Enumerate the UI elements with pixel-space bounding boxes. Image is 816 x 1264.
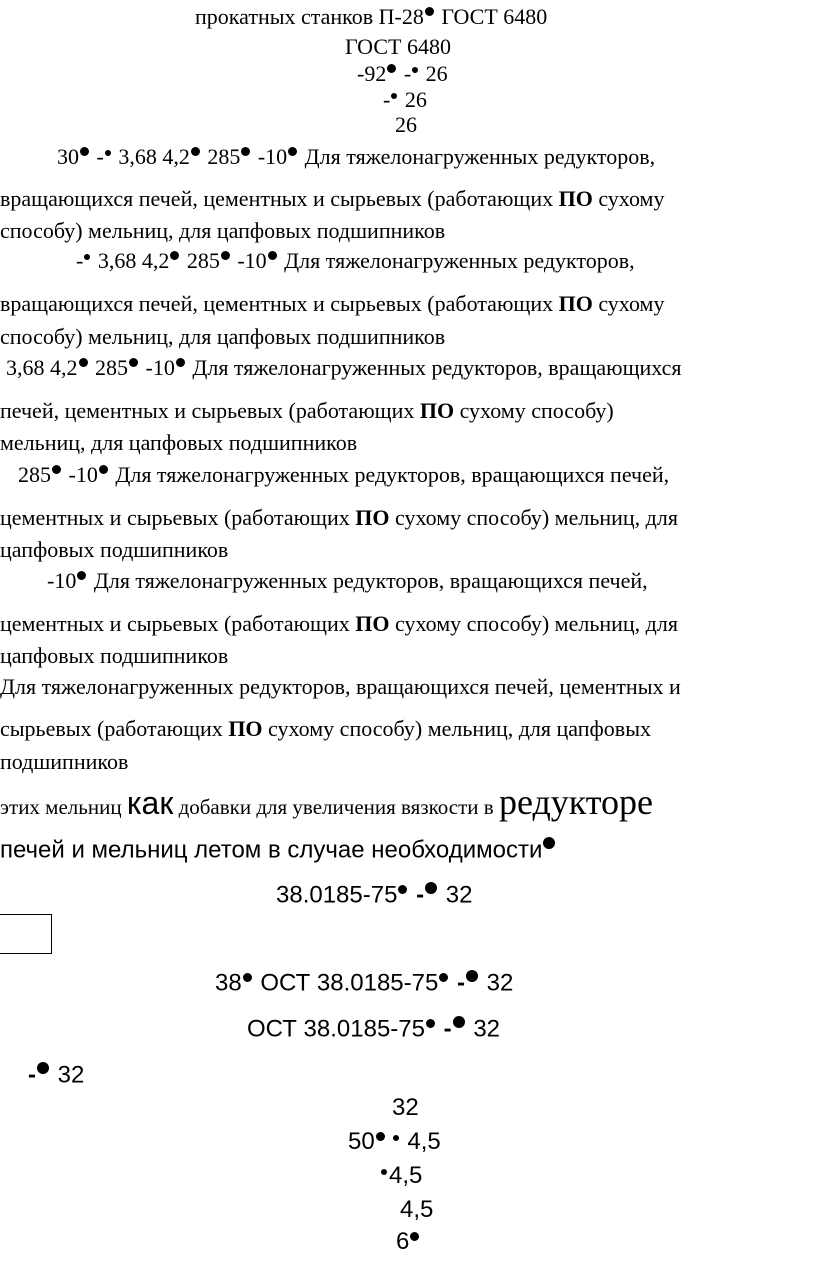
text-fragment: как [126, 785, 174, 821]
text-fragment: -10 [140, 355, 175, 380]
text-fragment: 38.0185-75 [276, 881, 398, 909]
text-fragment: - [450, 969, 466, 997]
header-text: 26 [399, 87, 427, 112]
text-fragment: 3,68 4,2 [112, 144, 190, 169]
block5-line-1 [47, 570, 648, 592]
bullet-icon [221, 251, 230, 260]
text-fragment: - [436, 1015, 452, 1043]
header-text: - [398, 61, 412, 86]
bullet-icon [268, 251, 277, 260]
header-line-5: 26 [395, 112, 417, 137]
text-fragment: сухому [592, 186, 665, 211]
text-fragment: Для тяжелонагруженных редукторов, [299, 144, 656, 169]
text-fragment: печей и мельниц летом в случае необходимости [0, 836, 543, 864]
block2-line-3: способу) мельниц, для цапфовых подшипников [0, 324, 446, 349]
text-fragment: ПО [355, 611, 390, 636]
text-fragment: -10 [252, 144, 288, 169]
bullet-icon [376, 1132, 385, 1141]
text-fragment: ПО [355, 505, 390, 530]
block4-line-3: цапфовых подшипников [0, 537, 229, 562]
text-fragment: 3,68 4,2 [6, 355, 78, 380]
text-fragment: 32 [439, 881, 473, 909]
text-fragment: сухому способу) мельниц, для [389, 611, 678, 636]
header-text: прокатных станков П-28 [195, 4, 424, 29]
text-fragment: ПО [228, 716, 263, 741]
text-fragment: - [76, 248, 84, 273]
text-fragment: ПО [558, 291, 593, 316]
lower-line-5: 32 [392, 1094, 419, 1121]
block5-line-3: цапфовых подшипников [0, 643, 229, 668]
text-fragment: 285 [89, 355, 128, 380]
text-fragment: 30 [57, 144, 79, 169]
block6-line-3: подшипников [0, 749, 129, 774]
bullet-icon [543, 837, 555, 849]
block5-line-2 [0, 613, 678, 635]
text-fragment: сырьевых (работающих [0, 716, 229, 741]
header-line-2: ГОСТ 6480 [345, 34, 451, 59]
block7-line-1 [0, 784, 653, 820]
block1-line-3: способу) мельниц, для цапфовых подшипников [0, 218, 446, 243]
text-fragment: сухому [592, 291, 665, 316]
lower-line-3 [247, 1016, 500, 1041]
bullet-icon [288, 147, 297, 156]
text-fragment: сухому способу) [454, 398, 614, 423]
header-text: ГОСТ 6480 [435, 4, 548, 29]
lower-line-8: 4,5 [400, 1196, 434, 1223]
bullet-icon [426, 1019, 435, 1028]
text-fragment: 4,5 [400, 1128, 441, 1155]
text-fragment: Для тяжелонагруженных редукторов, [278, 248, 635, 273]
text-fragment: 38 [215, 969, 242, 997]
bullet-icon [243, 973, 252, 982]
lower-line-9 [396, 1230, 421, 1254]
block3-line-1 [6, 357, 682, 379]
text-fragment: 285 [201, 144, 241, 169]
text-fragment: вращающихся печей, цементных и сырьевых (работающих [0, 291, 559, 316]
text-fragment: 285 [18, 462, 51, 487]
text-fragment: Для тяжелонагруженных редукторов, вращающихся печей, [109, 462, 670, 487]
text-fragment: 4,5 [389, 1162, 423, 1189]
bullet-icon [80, 147, 89, 156]
block3-line-2 [0, 400, 614, 422]
bullet-icon [241, 147, 250, 156]
bullet-icon [439, 973, 448, 982]
bullet-icon [453, 1016, 465, 1028]
block3-line-3: мельниц, для цапфовых подшипников [0, 430, 358, 455]
text-fragment: цементных и сырьевых (работающих [0, 505, 356, 530]
bullet-icon [398, 885, 407, 894]
header-line-3 [357, 63, 448, 85]
bullet-icon [191, 147, 200, 156]
text-fragment: редукторе [498, 782, 654, 822]
header-text: - [383, 87, 391, 112]
bullet-icon [381, 1169, 387, 1175]
bullet-icon [425, 882, 437, 894]
text-fragment: 32 [51, 1061, 85, 1089]
block7-line-2 [0, 837, 557, 862]
header-text: -92 [357, 61, 387, 86]
bullet-icon [84, 254, 90, 260]
text-fragment: ПО [558, 186, 593, 211]
lower-line-7 [380, 1164, 422, 1188]
block6-line-2 [0, 718, 651, 740]
bullet-icon [393, 1135, 399, 1141]
lower-line-4 [28, 1062, 84, 1087]
text-fragment: 32 [466, 1015, 501, 1043]
bullet-icon [387, 64, 396, 73]
bullet-icon [37, 1062, 49, 1074]
bullet-icon [412, 67, 418, 73]
lower-line-1 [276, 882, 473, 907]
text-fragment: сухому способу) мельниц, для [389, 505, 678, 530]
block1-line-1 [57, 146, 655, 168]
text-fragment: -10 [47, 568, 77, 593]
text-fragment: вращающихся печей, цементных и сырьевых (работающих [0, 186, 559, 211]
text-fragment: ОСТ 38.0185-75 [253, 969, 439, 997]
text-fragment: 32 [480, 969, 514, 997]
empty-box [0, 914, 52, 954]
text-fragment: 3,68 4,2 [92, 248, 170, 273]
bullet-icon [425, 7, 434, 16]
text-fragment: - [409, 881, 425, 909]
text-fragment: - [91, 144, 104, 169]
bullet-icon [79, 358, 88, 367]
text-fragment: печей, цементных и сырьевых (работающих [0, 398, 420, 423]
text-fragment: - [28, 1061, 36, 1089]
bullet-icon [176, 358, 185, 367]
bullet-icon [410, 1232, 419, 1241]
block6-line-1: Для тяжелонагруженных редукторов, вращающихся печей, цементных и [0, 674, 681, 699]
text-fragment: ОСТ 38.0185-75 [247, 1015, 425, 1043]
bullet-icon [99, 465, 108, 474]
bullet-icon [170, 251, 179, 260]
lower-line-6 [348, 1130, 441, 1154]
text-fragment: 50 [348, 1128, 375, 1155]
block1-line-2 [0, 188, 664, 210]
text-fragment: этих мельниц [0, 795, 127, 819]
text-fragment: добавки для увеличения вязкости в [173, 795, 499, 819]
block4-line-2 [0, 507, 678, 529]
text-fragment: 285 [181, 248, 220, 273]
block4-line-1 [18, 464, 669, 486]
text-fragment: ПО [419, 398, 455, 423]
bullet-icon [129, 358, 138, 367]
text-fragment: -10 [63, 462, 98, 487]
block2-line-1 [76, 250, 635, 272]
bullet-icon [105, 150, 111, 156]
header-text: 26 [420, 61, 448, 86]
text-fragment: цементных и сырьевых (работающих [0, 611, 356, 636]
text-fragment: 6 [396, 1228, 410, 1255]
bullet-icon [52, 465, 61, 474]
bullet-icon [466, 970, 478, 982]
block2-line-2 [0, 293, 664, 315]
text-fragment: Для тяжелонагруженных редукторов, вращающихся [186, 355, 682, 380]
text-fragment: сухому способу) мельниц, для цапфовых [262, 716, 651, 741]
text-fragment: Для тяжелонагруженных редукторов, вращающихся печей, [88, 568, 648, 593]
bullet-icon [77, 571, 86, 580]
lower-line-2 [215, 970, 513, 995]
bullet-icon [391, 93, 397, 99]
text-fragment: -10 [231, 248, 267, 273]
header-line-1 [195, 6, 547, 28]
header-line-4 [383, 89, 427, 111]
